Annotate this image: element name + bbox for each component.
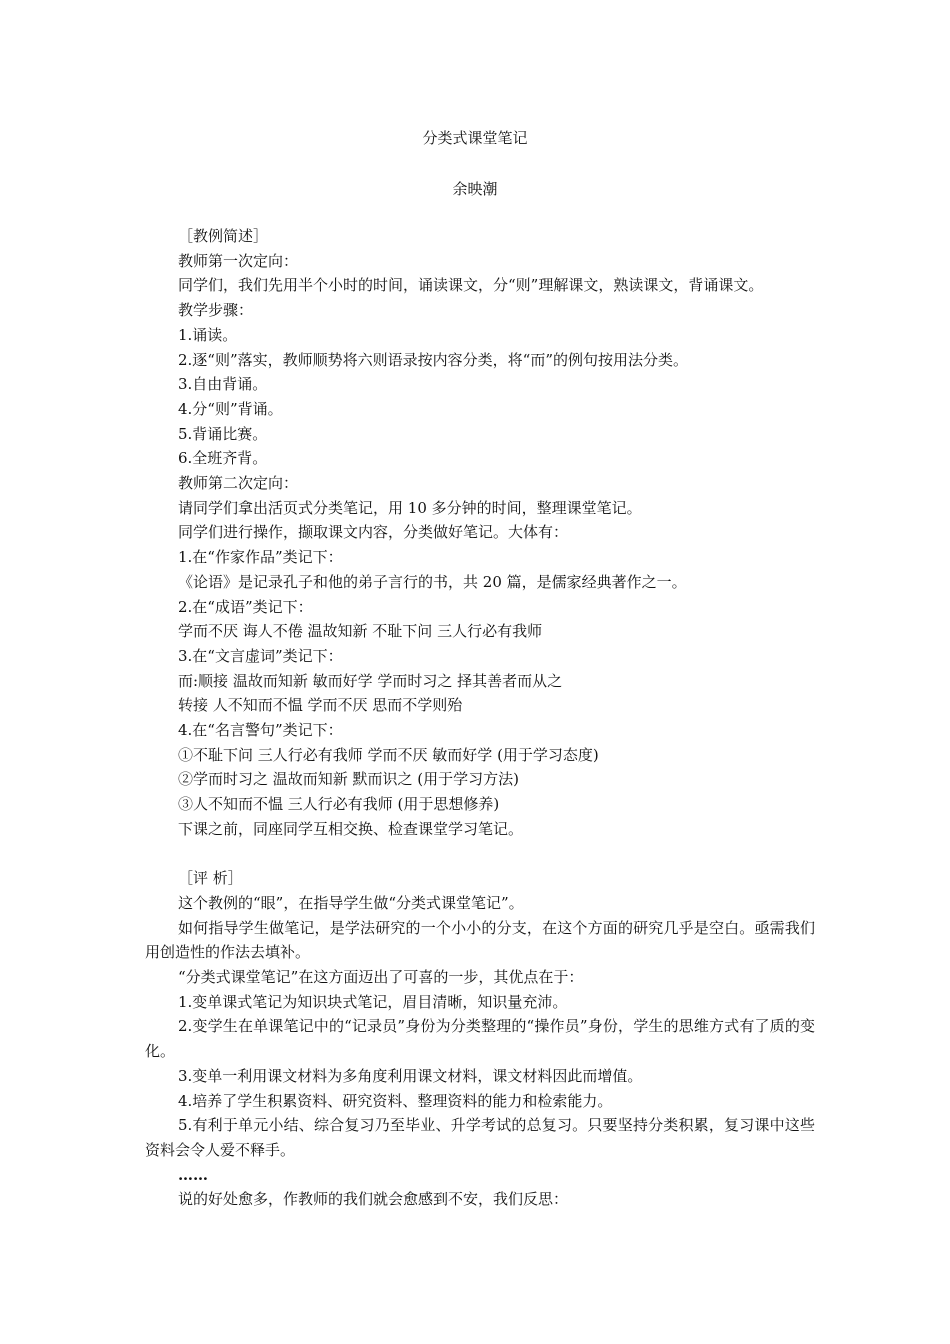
blank-line [145,842,815,867]
note-line: ①不耻下问 三人行必有我师 学而不厌 敏而好学 (用于学习态度) [178,745,599,764]
step-item: 5.背诵比赛。 [178,424,268,443]
merit-item: 3.变单一利用课文材料为多角度利用课文材料，课文材料因此而增值。 [178,1066,643,1085]
section-heading-analysis: ［评 析］ [178,869,243,888]
note-line: 《论语》是记录孔子和他的弟子言行的书，共 20 篇，是儒家经典著作之一。 [178,572,687,591]
step-item: 1.诵读。 [178,325,238,344]
document-title: 分类式课堂笔记 [422,129,528,147]
step-item: 2.逐“则”落实，教师顺势将六则语录按内容分类，将“而”的例句按用法分类。 [178,350,688,369]
paragraph: 同学们，我们先用半个小时的时间，诵读课文，分“则”理解课文，熟读课文，背诵课文。 [178,276,764,295]
note-line: 2.在“成语”类记下： [178,597,313,616]
paragraph: 教师第一次定向： [178,251,299,270]
note-line: ③人不知而不愠 三人行必有我师 (用于思想修养) [178,795,500,814]
paragraph: 教师第二次定向： [178,474,299,493]
paragraph: 说的好处愈多，作教师的我们就会愈感到不安，我们反思： [178,1190,569,1209]
step-item: 6.全班齐背。 [178,449,268,468]
ellipsis: …… [178,1165,208,1184]
note-line: ②学而时习之 温故而知新 默而识之 (用于学习方法) [178,770,520,789]
paragraph: “分类式课堂笔记”在这方面迈出了可喜的一步，其优点在于： [178,968,584,987]
merit-item: 4.培养了学生积累资料、研究资料、整理资料的能力和检索能力。 [178,1091,613,1110]
note-line: 1.在“作家作品”类记下： [178,548,343,567]
section-heading-case: ［教例简述］ [178,227,269,245]
note-line: 3.在“文言虚词”类记下： [178,646,343,665]
note-line: 学而不厌 诲人不倦 温故知新 不耻下问 三人行必有我师 [178,622,543,641]
step-item: 4.分“则”背诵。 [178,399,283,418]
note-line: 下课之前，同座同学互相交换、检查课堂学习笔记。 [178,819,524,838]
document-body [145,224,815,1212]
note-line: 而:顺接 温故而知新 敏而好学 学而时习之 择其善者而从之 [178,671,563,690]
paragraph: 这个教例的“眼”，在指导学生做“分类式课堂笔记”。 [178,893,524,912]
document-author: 余映潮 [452,180,498,198]
paragraph: 同学们进行操作，撷取课文内容，分类做好笔记。大体有： [178,523,569,542]
paragraph: 请同学们拿出活页式分类笔记，用 10 多分钟的时间，整理课堂笔记。 [178,498,642,517]
merit-item: 5.有利于单元小结、综合复习乃至毕业、升学考试的总复习。只要坚持分类积累，复习课中这些资料会令人爱不释手。 [145,1116,815,1159]
step-item: 3.自由背诵。 [178,375,268,394]
note-line: 转接 人不知而不愠 学而不厌 思而不学则殆 [178,696,463,715]
merit-item: 2.变学生在单课笔记中的“记录员”身份为分类整理的“操作员”身份，学生的思维方式有了质的变化。 [145,1017,815,1061]
paragraph: 教学步骤： [178,301,254,320]
merit-item: 1.变单课式笔记为知识块式笔记，眉目清晰，知识量充沛。 [178,992,568,1011]
paragraph: 如何指导学生做笔记，是学法研究的一个小小的分支，在这个方面的研究几乎是空白。亟需我们用创造性的作法去填补。 [145,918,815,962]
note-line: 4.在“名言警句”类记下： [178,721,343,740]
